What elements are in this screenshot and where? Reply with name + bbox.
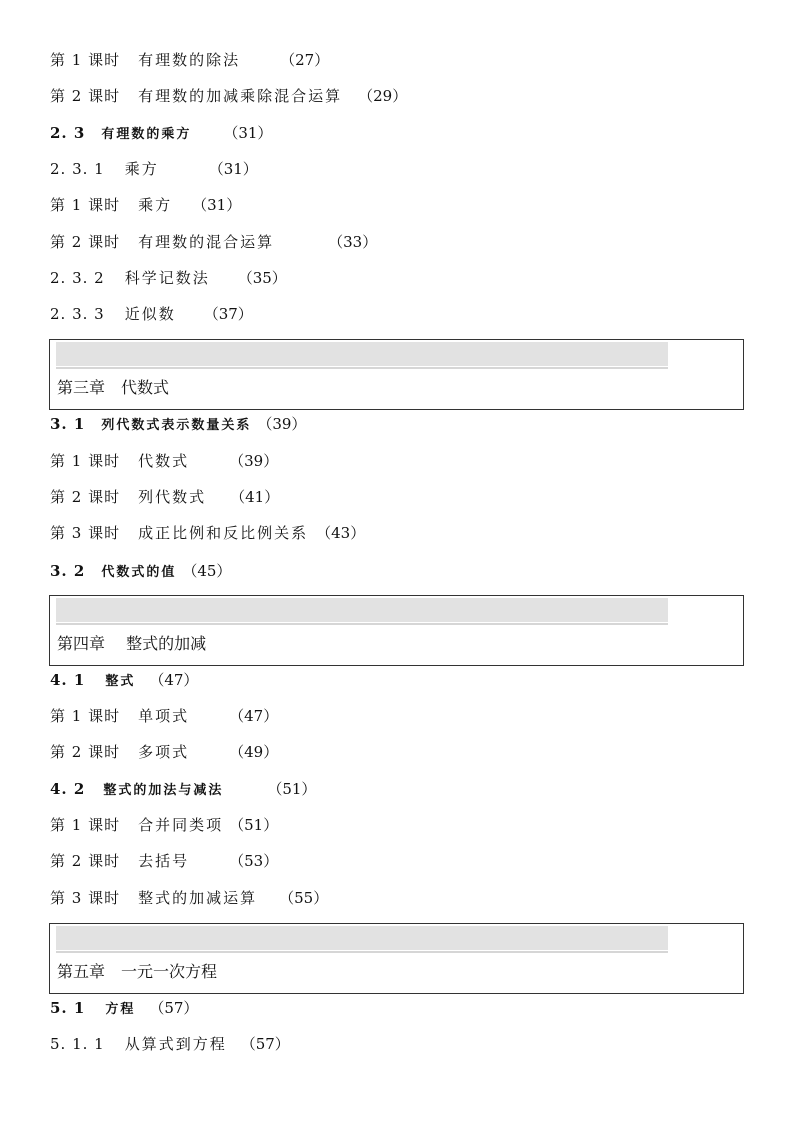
entry-page: （51）: [267, 780, 317, 798]
entry-page: （29）: [358, 87, 408, 105]
entry-page: （41）: [230, 488, 280, 506]
toc-entry: [50, 302, 253, 326]
entry-title: 合并同类项: [138, 816, 224, 834]
toc-section: [50, 412, 306, 436]
entry-title: 科学记数法: [124, 269, 210, 287]
entry-page: （51）: [229, 816, 279, 834]
entry-number: 第 1 课时: [50, 51, 121, 69]
entry-number: 2. 3. 2: [50, 269, 105, 287]
chapter-shade-band: [56, 926, 668, 950]
toc-entry: [50, 84, 407, 108]
entry-page: （39）: [229, 452, 279, 470]
entry-number: 第 3 课时: [50, 524, 121, 542]
toc-entry: [50, 813, 278, 837]
entry-page: （53）: [229, 852, 279, 870]
entry-number: 5. 1. 1: [50, 1035, 105, 1053]
toc-entry: [50, 157, 258, 181]
entry-page: （31）: [192, 196, 242, 214]
entry-page: （39）: [257, 415, 307, 433]
entry-title: 从算式到方程: [124, 1035, 227, 1053]
toc-section: [50, 996, 198, 1020]
chapter-title: 第五章 一元一次方程: [57, 962, 218, 981]
toc-entry: [50, 886, 328, 910]
entry-page: （43）: [316, 524, 366, 542]
entry-page: （57）: [149, 999, 199, 1017]
entry-number: 第 2 课时: [50, 743, 121, 761]
entry-page: （27）: [280, 51, 330, 69]
entry-title: 有理数的乘方: [101, 127, 192, 142]
entry-title: 乘方: [138, 196, 173, 214]
entry-title: 有理数的除法: [138, 51, 241, 69]
entry-number: 第 2 课时: [50, 87, 121, 105]
toc-entry: [50, 230, 377, 254]
entry-page: （31）: [223, 124, 273, 142]
toc-section: [50, 668, 198, 692]
entry-page: （49）: [229, 743, 279, 761]
toc-entry: [50, 1032, 290, 1056]
entry-number: 第 2 课时: [50, 488, 121, 506]
toc-entry: [50, 48, 329, 72]
entry-page: （55）: [279, 889, 329, 907]
entry-title: 乘方: [124, 160, 159, 178]
chapter-rule: [56, 367, 668, 369]
chapter-heading-box: [49, 339, 744, 410]
chapter-heading-box: [49, 595, 744, 666]
toc-entry: [50, 521, 365, 545]
chapter-rule: [56, 951, 668, 953]
entry-title: 多项式: [138, 743, 190, 761]
entry-title: 成正比例和反比例关系: [138, 524, 309, 542]
entry-page: （45）: [182, 562, 232, 580]
toc-entry: [50, 740, 278, 764]
entry-page: （47）: [149, 671, 199, 689]
chapter-shade-band: [56, 342, 668, 366]
entry-page: （33）: [328, 233, 378, 251]
entry-page: （37）: [203, 305, 253, 323]
toc-entry: [50, 849, 278, 873]
entry-number: 第 1 课时: [50, 452, 121, 470]
chapter-rule: [56, 623, 668, 625]
entry-page: （35）: [237, 269, 287, 287]
entry-number: 2. 3: [50, 124, 86, 142]
entry-title: 近似数: [124, 305, 176, 323]
entry-title: 代数式的值: [101, 565, 177, 580]
entry-title: 方程: [105, 1002, 136, 1017]
entry-number: 4. 1: [50, 671, 86, 689]
entry-title: 列代数式表示数量关系: [101, 418, 252, 433]
entry-number: 第 1 课时: [50, 816, 121, 834]
entry-title: 代数式: [138, 452, 190, 470]
entry-number: 第 1 课时: [50, 196, 121, 214]
entry-number: 3. 1: [50, 415, 86, 433]
toc-entry: [50, 449, 278, 473]
toc-entry: [50, 266, 287, 290]
entry-title: 单项式: [138, 707, 190, 725]
entry-number: 5. 1: [50, 999, 86, 1017]
entry-number: 第 2 课时: [50, 233, 121, 251]
chapter-title: 第四章 整式的加减: [57, 634, 207, 653]
entry-title: 列代数式: [138, 488, 207, 506]
entry-page: （57）: [240, 1035, 290, 1053]
chapter-heading-box: [49, 923, 744, 994]
toc-section: [50, 121, 272, 145]
entry-title: 去括号: [138, 852, 190, 870]
entry-page: （31）: [208, 160, 258, 178]
toc-entry: [50, 704, 278, 728]
entry-number: 4. 2: [50, 780, 86, 798]
entry-number: 第 2 课时: [50, 852, 121, 870]
chapter-shade-band: [56, 598, 668, 622]
entry-page: （47）: [229, 707, 279, 725]
chapter-title: 第三章 代数式: [57, 378, 170, 397]
entry-title: 整式的加法与减法: [103, 783, 224, 798]
entry-number: 第 1 课时: [50, 707, 121, 725]
entry-number: 3. 2: [50, 562, 86, 580]
entry-title: 整式: [105, 674, 136, 689]
entry-title: 有理数的混合运算: [138, 233, 275, 251]
toc-section: [50, 777, 316, 801]
toc-entry: [50, 193, 241, 217]
entry-number: 2. 3. 3: [50, 305, 105, 323]
entry-number: 第 3 课时: [50, 889, 121, 907]
entry-number: 2. 3. 1: [50, 160, 105, 178]
entry-title: 有理数的加减乘除混合运算: [138, 87, 343, 105]
toc-section: [50, 559, 231, 583]
entry-title: 整式的加减运算: [138, 889, 258, 907]
toc-entry: [50, 485, 279, 509]
